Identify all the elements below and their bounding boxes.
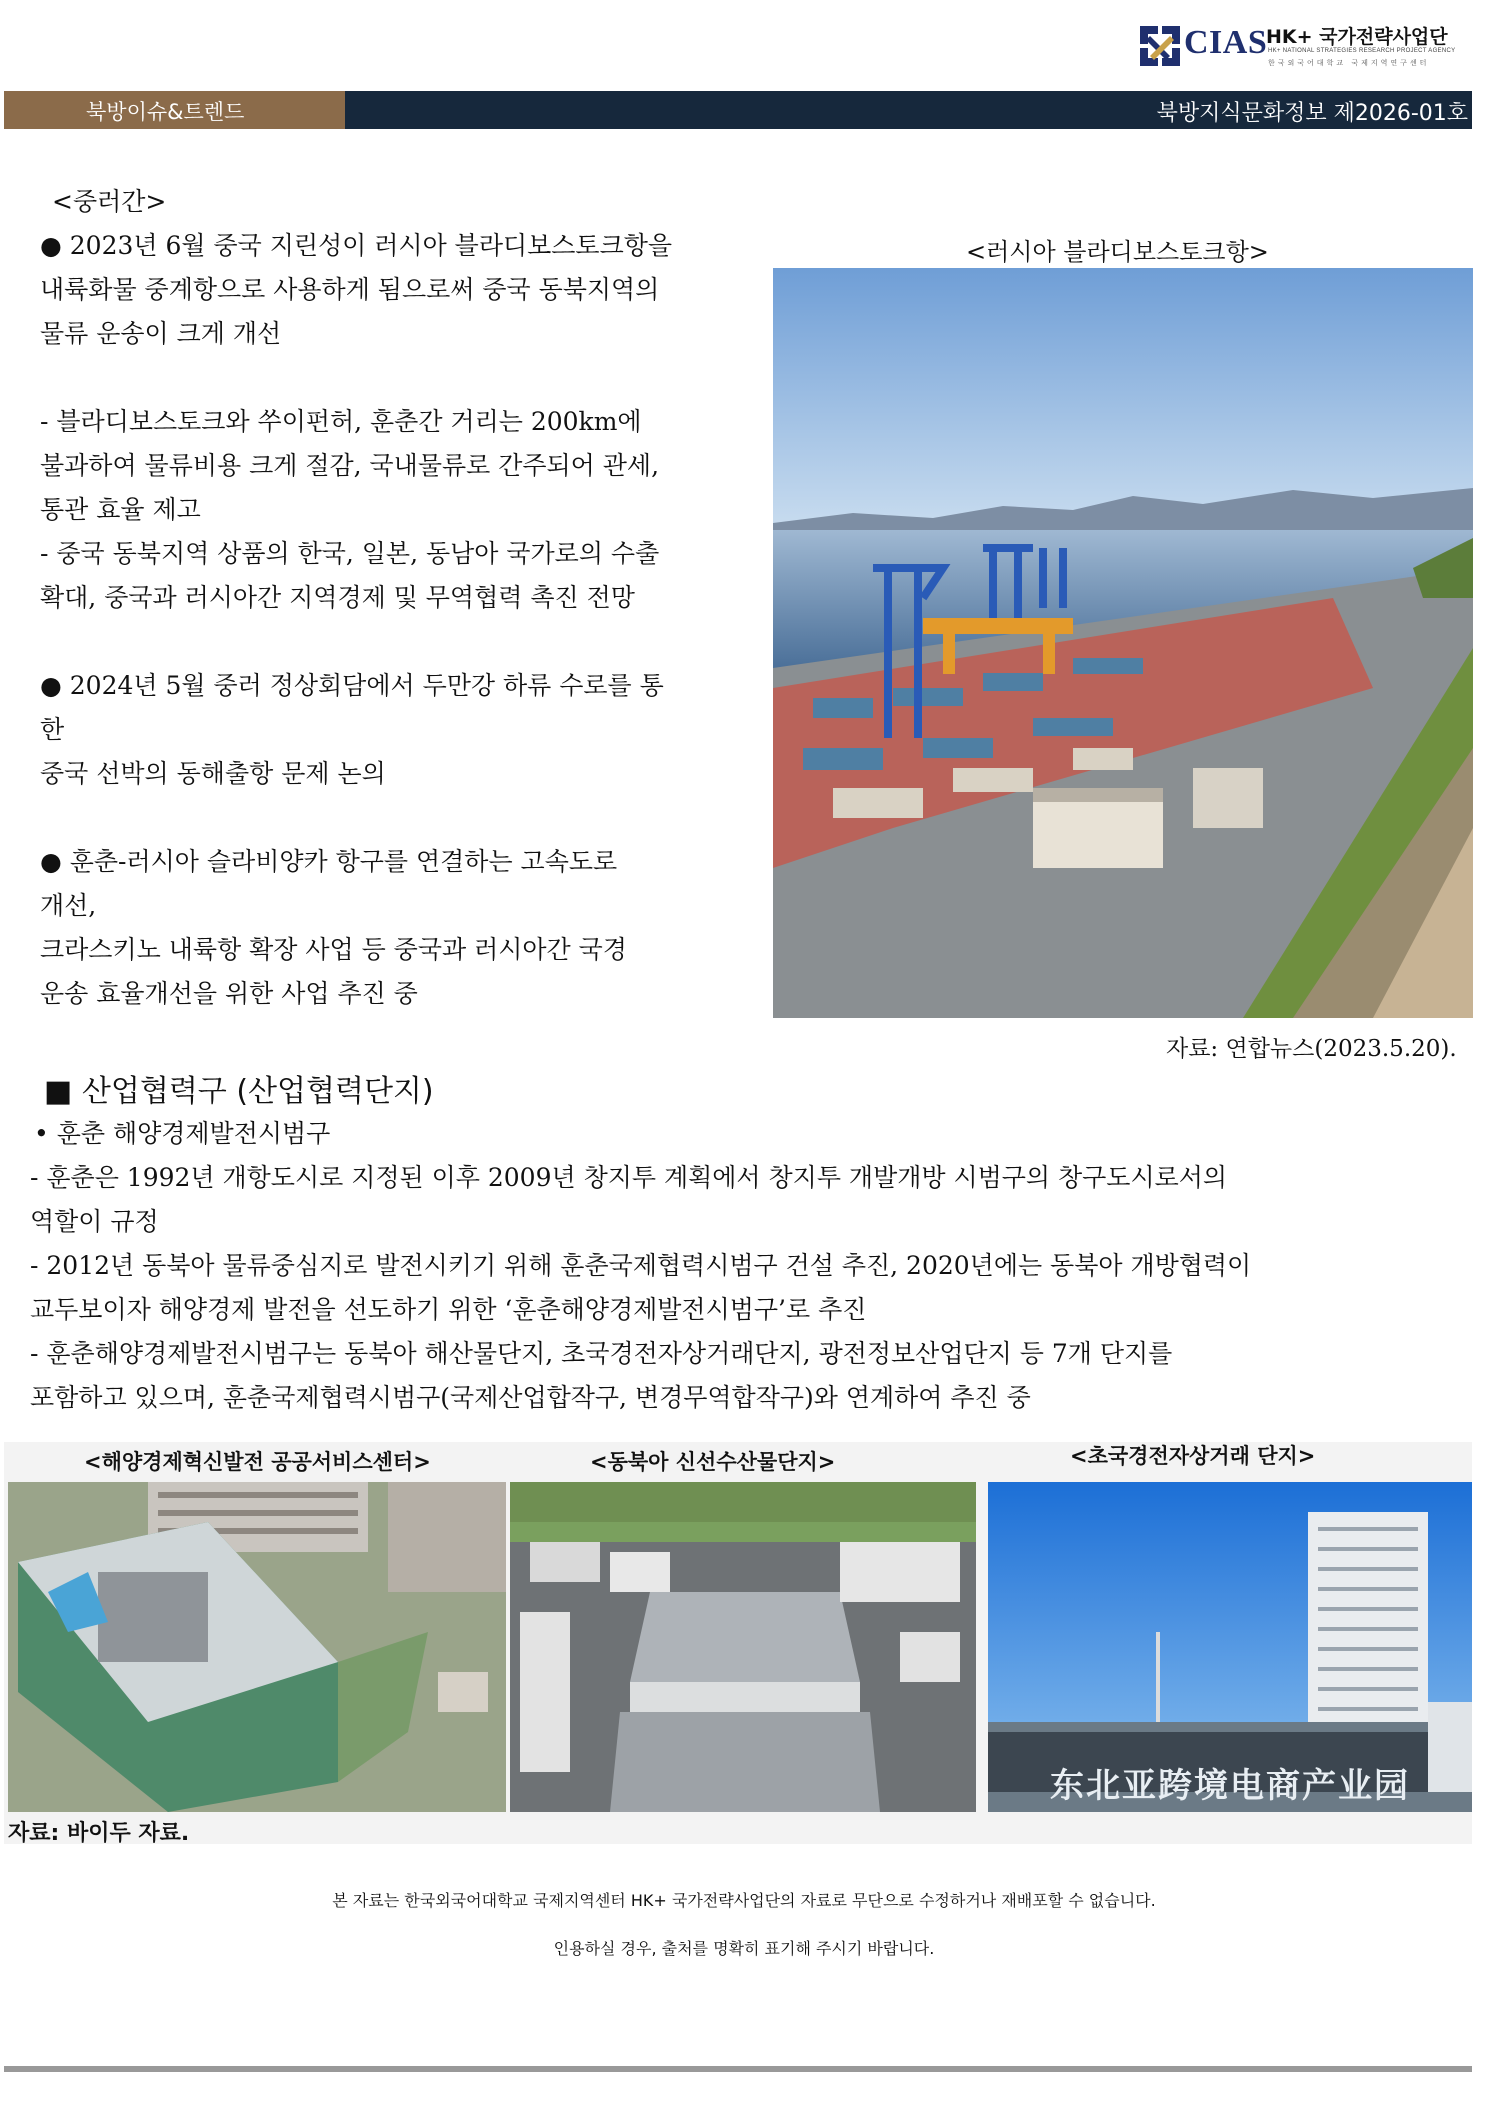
footer-citation: 인용하실 경우, 출처를 명확히 표기해 주시기 바랍니다.: [553, 1939, 935, 1958]
body-line: ● 2024년 5월 중러 정상회담에서 두만강 하류 수로를 통: [40, 671, 664, 700]
logo-subtitle-en: HK+ NATIONAL STRATEGIES RESEARCH PROJECT AGENCY: [1268, 48, 1456, 54]
seafood-complex-photo: [510, 1482, 976, 1812]
vladivostok-port-photo: [773, 268, 1473, 1018]
section-heading-china-russia: <중러간>: [52, 187, 167, 216]
ecommerce-sign-text: 东北亚跨境电商产业园: [1050, 1766, 1410, 1806]
logo-subtitle-ko: 한국외국어대학교 국제지역연구센터: [1268, 59, 1430, 67]
body-line: 포함하고 있으며, 훈춘국제협력시범구(국제산업합작구, 변경무역합작구)와 연계하여 추진 중: [30, 1383, 1031, 1412]
footer-rule: [4, 2066, 1472, 2072]
body-line: - 훈춘은 1992년 개항도시로 지정된 이후 2009년 창지투 계획에서 창지투 개발개방 시범구의 창구도시로서의: [30, 1163, 1228, 1192]
body-line: 물류 운송이 크게 개선: [40, 319, 282, 348]
body-line: 개선,: [40, 891, 97, 920]
logo-hk-text: HK+ 국가전략사업단: [1266, 26, 1448, 48]
service-center-illustration: [8, 1482, 506, 1812]
section-heading-industrial: ■ 산업협력구 (산업협력단지): [44, 1074, 434, 1109]
body-line: - 2012년 동북아 물류중심지로 발전시키기 위해 훈춘국제협력시범구 건설 추진, 2020년에는 동북아 개방협력이: [30, 1251, 1252, 1280]
body-line: 교두보이자 해양경제 발전을 선도하기 위한 ‘훈춘해양경제발전시범구’로 추진: [30, 1295, 867, 1324]
port-figure-source: 자료: 연합뉴스(2023.5.20).: [1166, 1036, 1457, 1062]
service-center-photo: [8, 1482, 506, 1812]
photos-source: 자료: 바이두 자료.: [8, 1821, 190, 1846]
photo-caption-ecommerce-complex: <초국경전자상거래 단지>: [1070, 1444, 1316, 1468]
body-line: 중국 선박의 동해출항 문제 논의: [40, 759, 386, 788]
section-label: 북방이슈&트렌드: [86, 100, 245, 124]
body-line: 통관 효율 제고: [40, 495, 201, 524]
cias-logo-mark-icon: [1138, 24, 1182, 68]
photo-caption-service-center: <해양경제혁신발전 공공서비스센터>: [84, 1450, 431, 1474]
port-illustration: [773, 268, 1473, 1018]
logo-cias-text: CIAS: [1184, 24, 1268, 61]
body-line: 불과하여 물류비용 크게 절감, 국내물류로 간주되어 관세,: [40, 451, 660, 480]
body-line: - 훈춘해양경제발전시범구는 동북아 해산물단지, 초국경전자상거래단지, 광전정보산업단지 등 7개 단지를: [30, 1339, 1173, 1368]
footer-notice: 본 자료는 한국외국어대학교 국제지역센터 HK+ 국가전략사업단의 자료로 무단으로 수정하거나 재배포할 수 없습니다.: [332, 1891, 1156, 1910]
body-line: ● 2023년 6월 중국 지린성이 러시아 블라디보스토크항을: [40, 231, 673, 260]
cias-logo: [1138, 18, 1478, 74]
body-line: ● 훈춘-러시아 슬라비양카 항구를 연결하는 고속도로: [40, 847, 618, 876]
issue-label: 북방지식문화정보 제2026-01호: [1156, 101, 1468, 126]
body-line: 크라스키노 내륙항 확장 사업 등 중국과 러시아간 국경: [40, 935, 627, 964]
body-line: - 블라디보스토크와 쑤이펀허, 훈춘간 거리는 200km에: [40, 407, 642, 436]
seafood-complex-illustration: [510, 1482, 976, 1812]
body-line: - 중국 동북지역 상품의 한국, 일본, 동남아 국가로의 수출: [40, 539, 660, 568]
subsection-bullet: • 훈춘 해양경제발전시범구: [34, 1119, 331, 1148]
body-line: 확대, 중국과 러시아간 지역경제 및 무역협력 촉진 전망: [40, 583, 635, 612]
body-line: 한: [40, 715, 65, 744]
body-line: 역할이 규정: [30, 1207, 159, 1236]
photo-caption-seafood-complex: <동북아 신선수산물단지>: [590, 1450, 836, 1474]
body-line: 운송 효율개선을 위한 사업 추진 중: [40, 979, 418, 1008]
body-line: 내륙화물 중계항으로 사용하게 됨으로써 중국 동북지역의: [40, 275, 660, 304]
port-figure-caption: <러시아 블라디보스토크항>: [966, 238, 1269, 266]
